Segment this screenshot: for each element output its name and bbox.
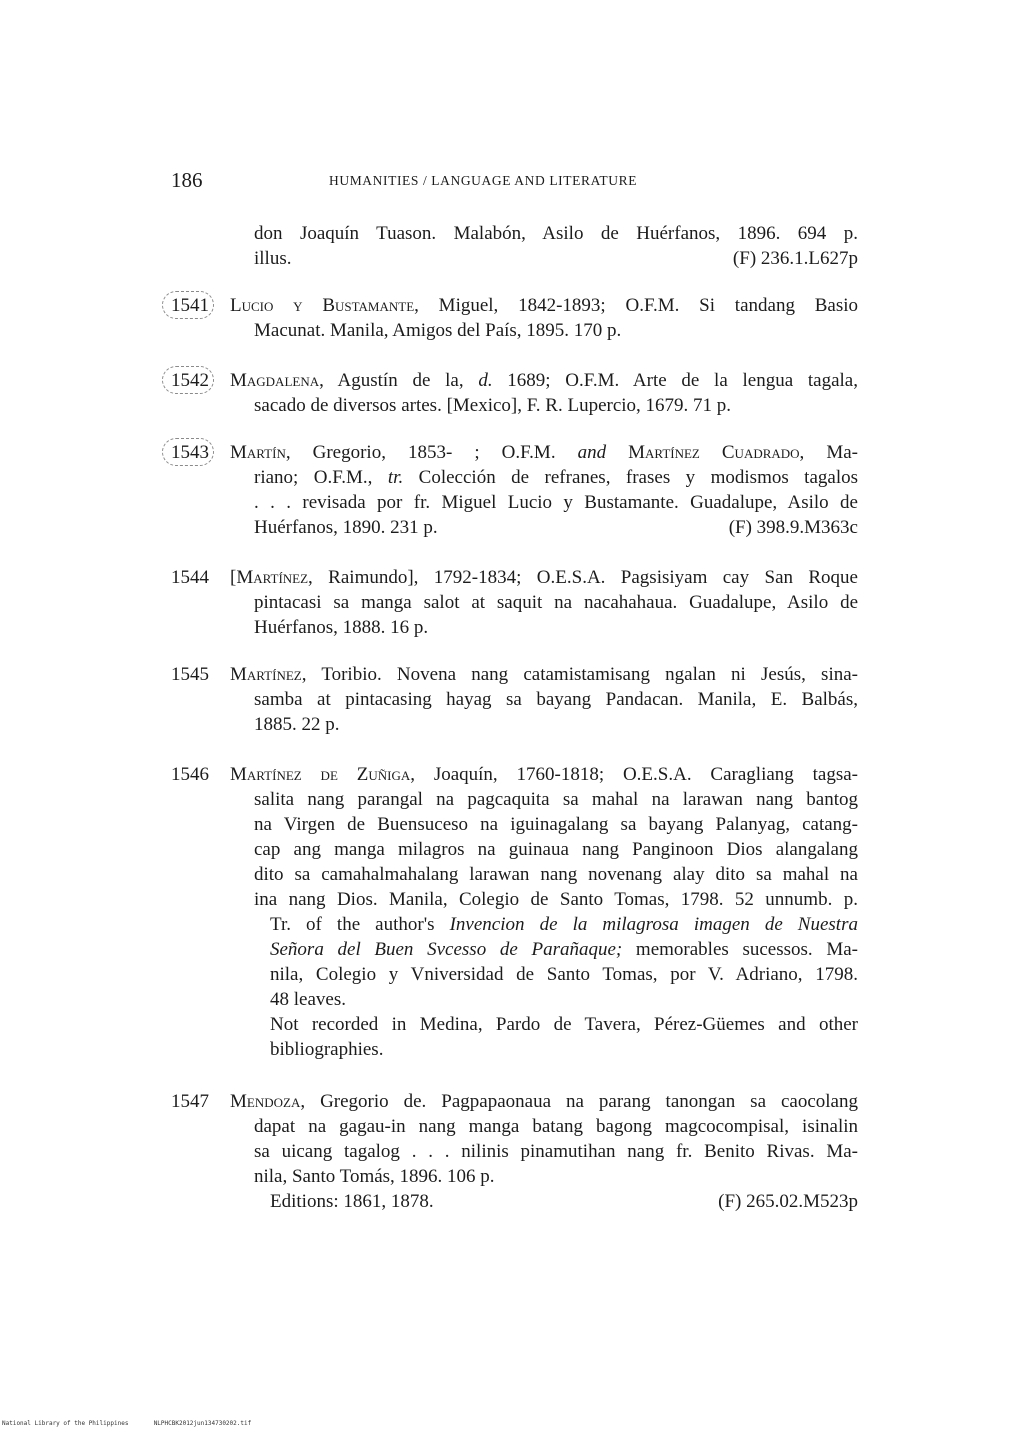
footer-source: National Library of the Philippines: [2, 1420, 129, 1427]
running-title: HUMANITIES / LANGUAGE AND LITERATURE: [329, 173, 638, 188]
footer-file-id: NLPHCBK2012jun134730202.tif: [153, 1420, 252, 1427]
entry-number: 1543: [162, 438, 214, 466]
entry-line: Mendoza, Gregorio de. Pagpapaonaua na parang tanongan sa caocolang: [230, 1091, 858, 1112]
scan-footer: [2, 1420, 251, 1427]
call-number: (F) 265.02.M523p: [718, 1191, 858, 1212]
entry-line: sa uicang tagalog . . . nilinis pinamutihan nang fr. Benito Rivas. Ma-: [254, 1141, 858, 1162]
entry-line: na Virgen de Buensuceso na iguinagalang sa bayang Palanyag, catang-: [254, 814, 858, 835]
entry-1545: [0, 662, 1011, 737]
editions-note: Editions: 1861, 1878.: [270, 1191, 434, 1212]
entry-line: riano; O.F.M., tr. Colección de refranes, frases y modismos tagalos: [254, 467, 859, 488]
note-line: Señora del Buen Svcesso de Parañaque; memorables sucessos. Ma-: [270, 939, 858, 960]
page-number: 186: [171, 168, 203, 192]
entry-line: samba at pintacasing hayag sa bayang Pandacan. Manila, E. Balbás,: [254, 689, 858, 710]
entry-line: [254, 1189, 858, 1214]
work-title: Señora del Buen Svcesso de Parañaque;: [270, 939, 623, 960]
entry-line: ina nang Dios. Manila, Colegio de Santo Tomas, 1798. 52 unnumb. p.: [254, 889, 858, 910]
entry-number: 1541: [162, 291, 214, 319]
entry-line: dito sa camahalmahalang larawan nang novenang alay dito sa mahal na: [254, 864, 858, 885]
entry-number: 1546: [171, 764, 209, 785]
entry-author: Magdalena,: [230, 370, 324, 391]
entry-line: Martínez de Zuñiga, Joaquín, 1760-1818; O.E.S.A. Caragliang tagsa-: [230, 764, 858, 785]
entry-author: Mendoza,: [230, 1091, 306, 1112]
entry-line: dapat na gagau-in nang manga batang bagong magcocompisal, isinalin: [254, 1116, 858, 1137]
entry-number: 1544: [171, 567, 209, 588]
entry-line: Huérfanos, 1890. 231 p. (F) 398.9.M363c: [254, 517, 858, 538]
work-title: Invencion de la milagrosa imagen de Nuestra: [449, 914, 858, 935]
entry-line: nila, Santo Tomás, 1896. 106 p.: [254, 1166, 495, 1187]
note-line: bibliographies.: [270, 1039, 384, 1060]
entry-line: cap ang manga milagros na guinaua nang Panginoon Dios alangalang: [254, 839, 858, 860]
entry-line: salita nang parangal na pagcaquita sa mahal na larawan nang bantog: [254, 789, 858, 810]
note-line: Tr. of the author's Invencion de la milagrosa imagen de Nuestra: [270, 914, 858, 935]
entry-line: don Joaquín Tuason. Malabón, Asilo de Huérfanos, 1896. 694 p.: [254, 223, 858, 244]
entry-line: [Martínez, Raimundo], 1792-1834; O.E.S.A. Pagsisiyam cay San Roque: [230, 567, 858, 588]
entry-number: 1547: [171, 1091, 209, 1112]
entry-line: Martínez, Toribio. Novena nang catamistamisang ngalan ni Jesús, sina-: [230, 664, 858, 685]
entry-1543: [0, 440, 1011, 540]
entry-author: Martínez Cuadrado,: [606, 442, 805, 463]
entry-line: Lucio y Bustamante, Miguel, 1842-1893; O.F.M. Si tandang Basio: [230, 295, 858, 316]
entry-number: 1545: [171, 664, 209, 685]
entry-author: Lucio y Bustamante,: [230, 295, 419, 316]
entry-1547: [0, 1089, 1011, 1214]
entry-1541: [0, 293, 1011, 343]
entry-author: Martín,: [230, 442, 291, 463]
note-line: Not recorded in Medina, Pardo de Tavera, Pérez-Güemes and other: [270, 1014, 858, 1035]
entry-line: illus. (F) 236.1.L627p: [254, 248, 858, 269]
entry-line: Magdalena, Agustín de la, d. 1689; O.F.M. Arte de la lengua tagala,: [230, 370, 858, 391]
entry-line: Macunat. Manila, Amigos del País, 1895. 170 p.: [254, 320, 622, 341]
entry-line: sacado de diversos artes. [Mexico], F. R. Lupercio, 1679. 71 p.: [254, 395, 732, 416]
call-number: (F) 398.9.M363c: [728, 517, 858, 538]
entry-author: Martínez,: [230, 664, 307, 685]
entry-1542: [0, 368, 1011, 418]
entry-author: [Martínez,: [230, 567, 313, 588]
call-number: (F) 236.1.L627p: [732, 248, 858, 269]
entry-line: 1885. 22 p.: [254, 714, 340, 735]
entry-continuation: [0, 221, 1011, 271]
note-line: nila, Colegio y Vniversidad de Santo Tomas, por V. Adriano, 1798.: [270, 964, 858, 985]
entry-line: . . . revisada por fr. Miguel Lucio y Bustamante. Guadalupe, Asilo de: [254, 492, 858, 513]
entry-note: [254, 912, 858, 1062]
entry-1546: [0, 762, 1011, 1062]
entry-line: Huérfanos, 1888. 16 p.: [254, 617, 429, 638]
entry-line: Martín, Gregorio, 1853- ; O.F.M. and Martínez Cuadrado, Ma-: [230, 442, 858, 463]
entry-number: 1542: [162, 366, 214, 394]
entry-1544: [0, 565, 1011, 640]
note-line: 48 leaves.: [270, 989, 346, 1010]
entry-author: Martínez de Zuñiga,: [230, 764, 415, 785]
entry-line: pintacasi sa manga salot at saquit na nacahahaua. Guadalupe, Asilo de: [254, 592, 858, 613]
